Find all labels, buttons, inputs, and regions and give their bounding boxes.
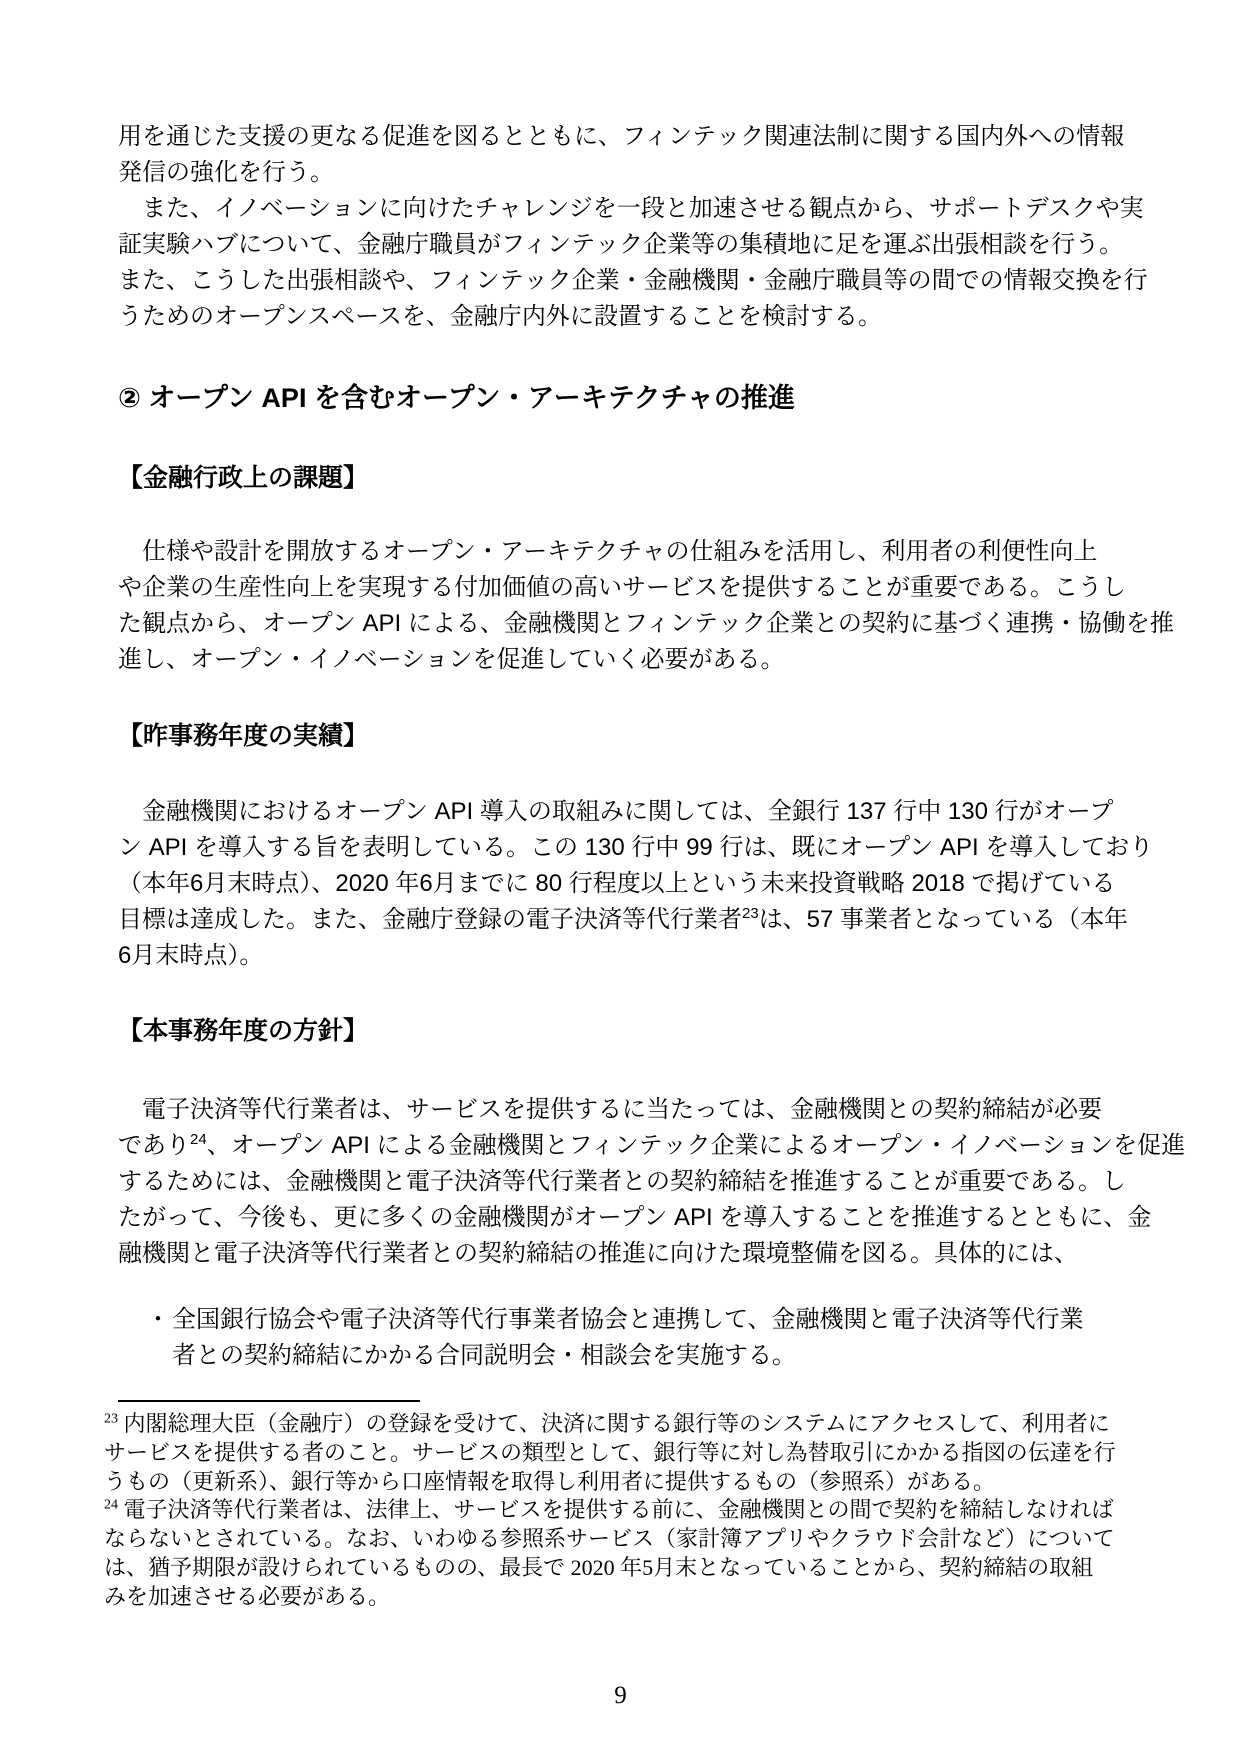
footnote-23 (104, 1409, 1148, 1496)
subheading-challenges: 【金融行政上の課題】 (118, 464, 369, 492)
paragraph-results (118, 794, 1154, 974)
text-segment: であり (118, 1132, 190, 1159)
paragraph-policy (118, 1092, 1186, 1272)
text-segment: 内閣総理大臣（金融庁）の登録を受けて、決済に関する銀行等のシステムにアクセスして、利用者に (118, 1411, 1110, 1436)
bullet-text (172, 1302, 1146, 1374)
text-line: 6月末時点）。 (118, 942, 264, 969)
bullet-marker: ・ (146, 1306, 170, 1333)
text-line (118, 902, 1148, 938)
text-line: 者との契約締結にかかる合同説明会・相談会を実施する。 (172, 1342, 796, 1369)
text-line: するためには、金融機関と電子決済等代行業者との契約締結を推進することが重要である。し (118, 1168, 1126, 1195)
text-line (104, 1409, 1148, 1438)
bullet-item (146, 1302, 1146, 1374)
paragraph-continuation (118, 119, 1148, 335)
footnote-ref-23: 23 (742, 905, 759, 922)
text-line: 仕様や設計を開放するオープン・アーキテクチャの仕組みを活用し、利用者の利便性向上 (118, 538, 1098, 565)
text-line: は、猶予期限が設けられているものの、最長で 2020 年5月末となっていることから、契約締結の取組 (104, 1555, 1094, 1580)
section-heading: ② オープン API を含むオープン・アーキテクチャの推進 (118, 383, 795, 413)
text-line: た観点から、オープン API による、金融機関とフィンテック企業との契約に基づく連携・協働を推 (118, 610, 1174, 637)
text-line (104, 1495, 1148, 1524)
text-line: 融機関と電子決済等代行業者との契約締結の推進に向けた環境整備を図る。具体的には、 (118, 1240, 1078, 1267)
footnote-marker-24: 24 (104, 1497, 118, 1513)
text-line (118, 1128, 1186, 1164)
text-line: また、こうした出張相談や、フィンテック企業・金融機関・金融庁職員等の間での情報交換を行 (118, 267, 1148, 294)
text-line: 発信の強化を行う。 (118, 159, 334, 186)
footnote-ref-24: 24 (190, 1131, 207, 1148)
text-line: 全国銀行協会や電子決済等代行事業者協会と連携して、金融機関と電子決済等代行業 (172, 1306, 1084, 1333)
paragraph-challenges (118, 534, 1174, 678)
text-line: 進し、オープン・イノベーションを促進していく必要がある。 (118, 646, 785, 673)
text-line: 電子決済等代行業者は、サービスを提供するに当たっては、金融機関との契約締結が必要 (118, 1096, 1102, 1123)
text-line: たがって、今後も、更に多くの金融機関がオープン API を導入することを推進するとともに、金 (118, 1204, 1152, 1231)
text-line: （本年6月末時点）、2020 年6月までに 80 行程度以上という未来投資戦略 2018 で掲げている (118, 870, 1116, 897)
subheading-policy: 【本事務年度の方針】 (118, 1017, 369, 1045)
page-number: 9 (614, 1682, 627, 1709)
text-line: みを加速させる必要がある。 (104, 1584, 391, 1609)
text-segment: 、オープン API による金融機関とフィンテック企業によるオープン・イノベーションを促進 (206, 1132, 1186, 1159)
text-segment: は、57 事業者となっている（本年 (758, 906, 1129, 933)
footnote-24 (104, 1495, 1148, 1611)
text-line: 金融機関におけるオープン API 導入の取組みに関しては、全銀行 137 行中 130 行がオープ (118, 798, 1114, 825)
text-line: や企業の生産性向上を実現する付加価値の高いサービスを提供することが重要である。こうし (118, 574, 1126, 601)
text-line: サービスを提供する者のこと。サービスの類型として、銀行等に対し為替取引にかかる指図の伝達を行 (104, 1440, 1116, 1465)
text-line: ならないとされている。なお、いわゆる参照系サービス（家計簿アプリやクラウド会計など）について (104, 1526, 1115, 1551)
text-line: うためのオープンスペースを、金融庁内外に設置することを検討する。 (118, 303, 882, 330)
footnote-marker-23: 23 (104, 1411, 118, 1427)
subheading-results: 【昨事務年度の実績】 (118, 722, 369, 750)
footnote-separator (118, 1400, 420, 1402)
text-line: 用を通じた支援の更なる促進を図るとともに、フィンテック関連法制に関する国内外への情報 (118, 123, 1125, 150)
text-line: また、イノベーションに向けたチャレンジを一段と加速させる観点から、サポートデスクや実 (118, 195, 1144, 222)
text-line: うもの（更新系）、銀行等から口座情報を取得し利用者に提供するもの（参照系）がある。 (104, 1469, 996, 1494)
text-segment: 目標は達成した。また、金融庁登録の電子決済等代行業者 (118, 906, 742, 933)
text-segment: 電子決済等代行業者は、法律上、サービスを提供する前に、金融機関との間で契約を締結しなければ (118, 1497, 1114, 1522)
text-line: 証実験ハブについて、金融庁職員がフィンテック企業等の集積地に足を運ぶ出張相談を行う。 (118, 231, 1124, 258)
text-line: ン API を導入する旨を表明している。この 130 行中 99 行は、既にオープン API を導入しており (118, 834, 1154, 861)
